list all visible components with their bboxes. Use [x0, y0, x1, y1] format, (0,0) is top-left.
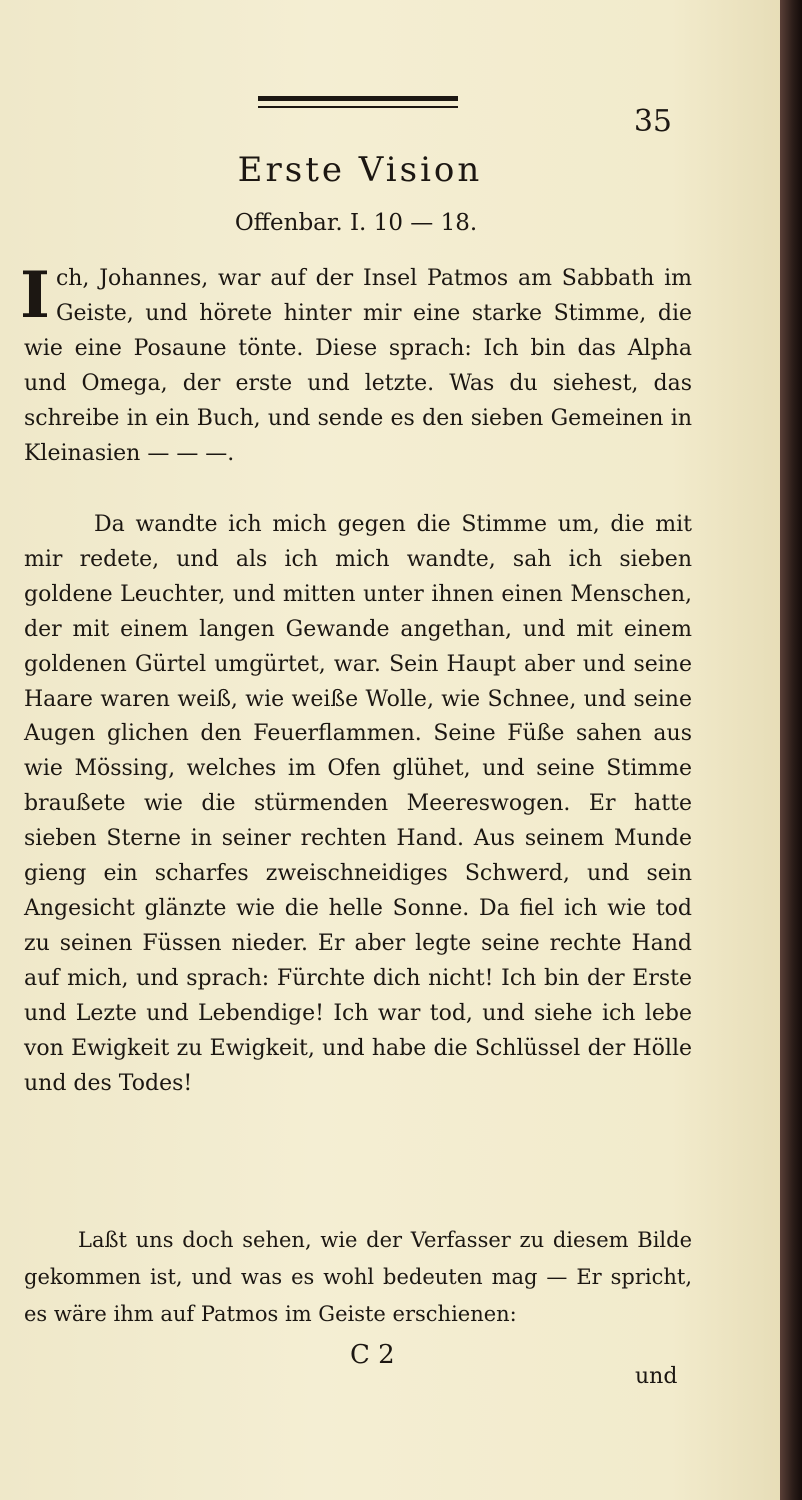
paragraph-2: Da wandte ich mich gegen die Stimme um, die mit mir redete, und als ich mich wandte, sah ich sieben goldene Leuchter, und mitten unter ihnen einen Menschen, der mit einem langen Gewande angethan, und mit einem goldenen Gürtel umgürtet, war. Sein Haupt aber und seine Haare waren weiß, wie weiße Wolle, wie Schnee, und seine Augen glichen den Feuerflammen. Seine Füße sahen aus wie Mössing, welches im Ofen glühet, und seine Stimme braußete wie die stürmenden Meereswogen. Er hatte sieben Sterne in seiner rechten Hand. Aus seinem Munde gieng ein scharfes zweischneidiges Schwerd, und sein Angesicht glänzte wie die helle Sonne. Da fiel ich wie tod zu seinen Füssen nieder. Er aber legte seine rechte Hand auf mich, und sprach: Fürchte dich nicht! Ich bin der Erste und Lezte und Lebendige! Ich war tod, und siehe ich lebe von Ewigkeit zu Ewigkeit, und habe die Schlüssel der Hölle und des Todes!: [24, 512, 692, 1096]
header-rule-thick: [258, 96, 458, 101]
header-rule-thin: [258, 106, 458, 108]
header-rule-ornament: [258, 96, 458, 112]
scan-edge: [780, 0, 802, 1500]
drop-cap: I: [20, 258, 50, 333]
section-heading: Erste Vision: [237, 150, 483, 190]
catchword: und: [635, 1364, 678, 1389]
paragraph-1: [20, 258, 692, 471]
scripture-reference: Offenbar. I. 10 — 18.: [234, 210, 478, 236]
signature-mark: C 2: [350, 1340, 395, 1370]
paragraph-1-text: ch, Johannes, war auf der Insel Patmos am Sabbath im Geiste, und hörete hinter mir eine starke Stimme, die wie eine Posaune tönte. Diese sprach: Ich bin das Alpha und Omega, der erste und letzte. Was du siehest, das schreibe in ein Buch, und sende es den sieben Gemeinen in Kleinasien — — —.: [24, 266, 692, 466]
page-number: 35: [633, 104, 672, 139]
paragraph-3: Laßt uns doch sehen, wie der Verfasser zu diesem Bilde gekommen ist, und was es wohl bedeuten mag — Er spricht, es wäre ihm auf Patmos im Geiste erschienen:: [24, 1228, 692, 1326]
